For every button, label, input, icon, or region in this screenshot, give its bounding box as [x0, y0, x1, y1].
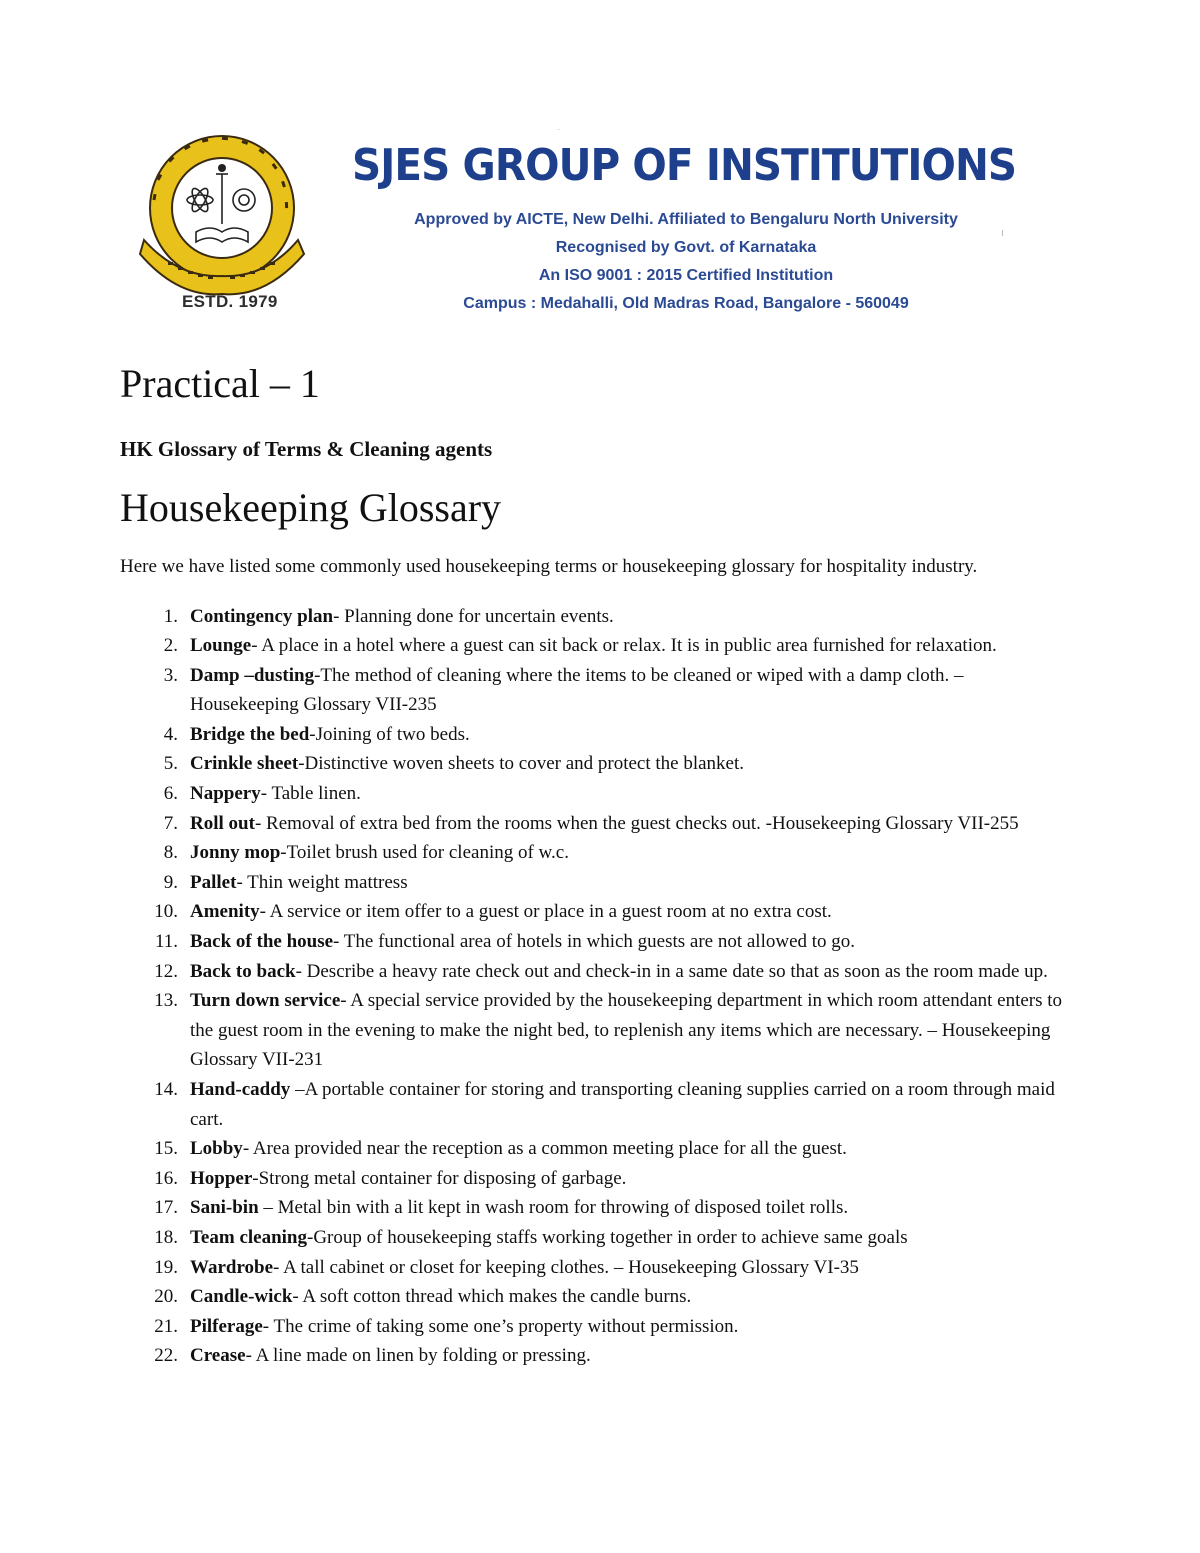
glossary-item: [120, 838, 1070, 868]
glossary-definition: - Thin weight mattress: [236, 871, 408, 893]
glossary-item-number: 14.: [154, 1079, 178, 1100]
glossary-definition: - A tall cabinet or closet for keeping clothes. – Housekeeping Glossary VI-35: [273, 1256, 859, 1278]
glossary-definition: - Describe a heavy rate check out and check-in in a same date so that as soon as the room made up.: [295, 960, 1048, 982]
glossary-item-number: 15.: [154, 1138, 178, 1160]
glossary-item: [120, 957, 1070, 987]
glossary-term: Wardrobe: [190, 1256, 274, 1278]
glossary-term: Hand-caddy: [190, 1079, 291, 1100]
glossary-item-number: 17.: [154, 1197, 178, 1219]
glossary-term: Lounge: [190, 635, 252, 657]
glossary-item: [120, 602, 1070, 632]
glossary-item: [120, 927, 1070, 957]
glossary-item-number: 12.: [154, 960, 178, 982]
glossary-item: [120, 1075, 1070, 1134]
glossary-item-number: 5.: [163, 753, 178, 775]
glossary-title: Housekeeping Glossary: [120, 485, 502, 530]
glossary-item-number: 4.: [163, 723, 178, 745]
glossary-item: [120, 1134, 1070, 1164]
glossary-term: Crease: [190, 1345, 246, 1367]
glossary-item: [120, 868, 1070, 898]
practical-subtitle: HK Glossary of Terms & Cleaning agents: [120, 437, 493, 461]
glossary-item: [120, 720, 1070, 750]
glossary-item: [120, 1341, 1070, 1371]
glossary-item-number: 8.: [163, 842, 178, 864]
glossary-term: Team cleaning: [190, 1226, 307, 1248]
glossary-definition: –A portable container for storing and transporting cleaning supplies carried on a room through maid cart.: [190, 1079, 1055, 1130]
glossary-term: Turn down service: [190, 990, 341, 1012]
glossary-term: Hopper: [190, 1167, 253, 1189]
glossary-definition: -Toilet brush used for cleaning of w.c.: [280, 842, 569, 864]
glossary-term: Jonny mop: [190, 842, 281, 864]
intro-paragraph: Here we have listed some commonly used housekeeping terms or housekeeping glossary for hospitality industry.: [120, 556, 978, 577]
glossary-item: [120, 809, 1070, 839]
glossary-item-number: 18.: [154, 1226, 178, 1248]
glossary-definition: - A line made on linen by folding or pressing.: [245, 1345, 591, 1367]
letterhead: [0, 0, 1200, 330]
glossary-definition: -Strong metal container for disposing of garbage.: [252, 1167, 627, 1189]
glossary-item-number: 9.: [163, 871, 178, 893]
glossary-item: [120, 779, 1070, 809]
glossary-item-number: 3.: [163, 664, 178, 686]
glossary-item: [120, 1253, 1070, 1283]
glossary-definition: - A soft cotton thread which makes the candle burns.: [292, 1286, 692, 1308]
glossary-definition: - Table linen.: [260, 783, 361, 805]
logo-emblem: [138, 128, 308, 298]
glossary-term: Pallet: [190, 871, 237, 893]
glossary-term: Amenity: [190, 901, 260, 923]
glossary-item-number: 22.: [154, 1345, 178, 1367]
glossary-item-number: 7.: [163, 812, 178, 834]
glossary-definition: - Planning done for uncertain events.: [333, 605, 614, 627]
glossary-definition: - A service or item offer to a guest or place in a guest room at no extra cost.: [259, 901, 832, 923]
glossary-item-number: 19.: [154, 1256, 178, 1278]
glossary-item: [120, 897, 1070, 927]
glossary-item-number: 2.: [163, 635, 178, 657]
glossary-definition: - A special service provided by the housekeeping department in which room attendant enters to the guest room in the evening to make the night bed, to replenish any items which are necessary. – Housekeeping Glossary VII-231: [190, 990, 1063, 1071]
glossary-item: [120, 661, 1070, 720]
glossary-item: [120, 749, 1070, 779]
glossary-term: Back of the house: [190, 931, 334, 953]
glossary-term: Damp –dusting: [190, 664, 315, 686]
glossary-definition: -Group of housekeeping staffs working together in order to achieve same goals: [307, 1226, 908, 1248]
approval-line: Approved by AICTE, New Delhi. Affiliated to Bengaluru North University: [414, 211, 958, 228]
glossary-item-number: 20.: [154, 1286, 178, 1308]
glossary-definition: - Area provided near the reception as a common meeting place for all the guest.: [242, 1138, 847, 1160]
glossary-item: [120, 1223, 1070, 1253]
glossary-item: [120, 1282, 1070, 1312]
iso-line: An ISO 9001 : 2015 Certified Institution: [538, 267, 834, 284]
glossary-item-number: 6.: [163, 783, 178, 805]
glossary-definition: - The crime of taking some one’s property without permission.: [262, 1315, 739, 1337]
glossary-item-number: 1.: [163, 605, 178, 627]
glossary-term: Lobby: [190, 1138, 243, 1160]
glossary-definition: - A place in a hotel where a guest can sit back or relax. It is in public area furnished for relaxation.: [251, 635, 997, 657]
institution-logo-icon: [138, 128, 308, 298]
glossary-item-number: 10.: [154, 901, 178, 923]
glossary-definition: -The method of cleaning where the items to be cleaned or wiped with a damp cloth. – Housekeeping Glossary VII-235: [190, 664, 964, 716]
glossary-term: Roll out: [190, 812, 255, 834]
glossary-term: Sani-bin: [190, 1197, 259, 1219]
glossary-term: Bridge the bed: [190, 723, 310, 745]
glossary-term: Pilferage: [190, 1315, 263, 1337]
glossary-definition: - The functional area of hotels in which guests are not allowed to go.: [333, 931, 856, 953]
institution-name: SJES GROUP OF INSTITUTIONS: [352, 140, 1017, 191]
glossary-item-number: 11.: [154, 931, 178, 953]
scan-artifact: ··: [556, 126, 561, 134]
glossary-definition: - Removal of extra bed from the rooms when the guest checks out. -Housekeeping Glossary VII-255: [254, 812, 1019, 834]
glossary-list: [120, 602, 1080, 1371]
glossary-definition: -Joining of two beds.: [309, 723, 470, 745]
glossary-item: [120, 1164, 1070, 1194]
glossary-definition: -Distinctive woven sheets to cover and protect the blanket.: [298, 753, 745, 775]
glossary-term: Contingency plan: [190, 605, 334, 627]
glossary-term: Candle-wick: [190, 1286, 293, 1308]
glossary-item: [120, 631, 1070, 661]
practical-heading: Practical – 1: [120, 361, 320, 406]
established-year: ESTD. 1979: [182, 292, 278, 311]
glossary-definition: – Metal bin with a lit kept in wash room for throwing of disposed toilet rolls.: [258, 1197, 849, 1219]
glossary-item-number: 21.: [154, 1315, 178, 1337]
glossary-item: [120, 986, 1070, 1075]
recognition-line: Recognised by Govt. of Karnataka: [555, 239, 817, 256]
glossary-item-number: 13.: [154, 990, 178, 1012]
glossary-item: [120, 1312, 1070, 1342]
institution-accreditations: [352, 206, 1020, 318]
glossary-item-number: 16.: [154, 1167, 178, 1189]
glossary-term: Crinkle sheet: [190, 753, 299, 775]
glossary-term: Back to back: [190, 960, 296, 982]
glossary-item: [120, 1193, 1070, 1223]
document-body: [120, 356, 1080, 1371]
glossary-term: Nappery: [190, 783, 261, 805]
campus-line: Campus : Medahalli, Old Madras Road, Bangalore - 560049: [463, 295, 909, 312]
